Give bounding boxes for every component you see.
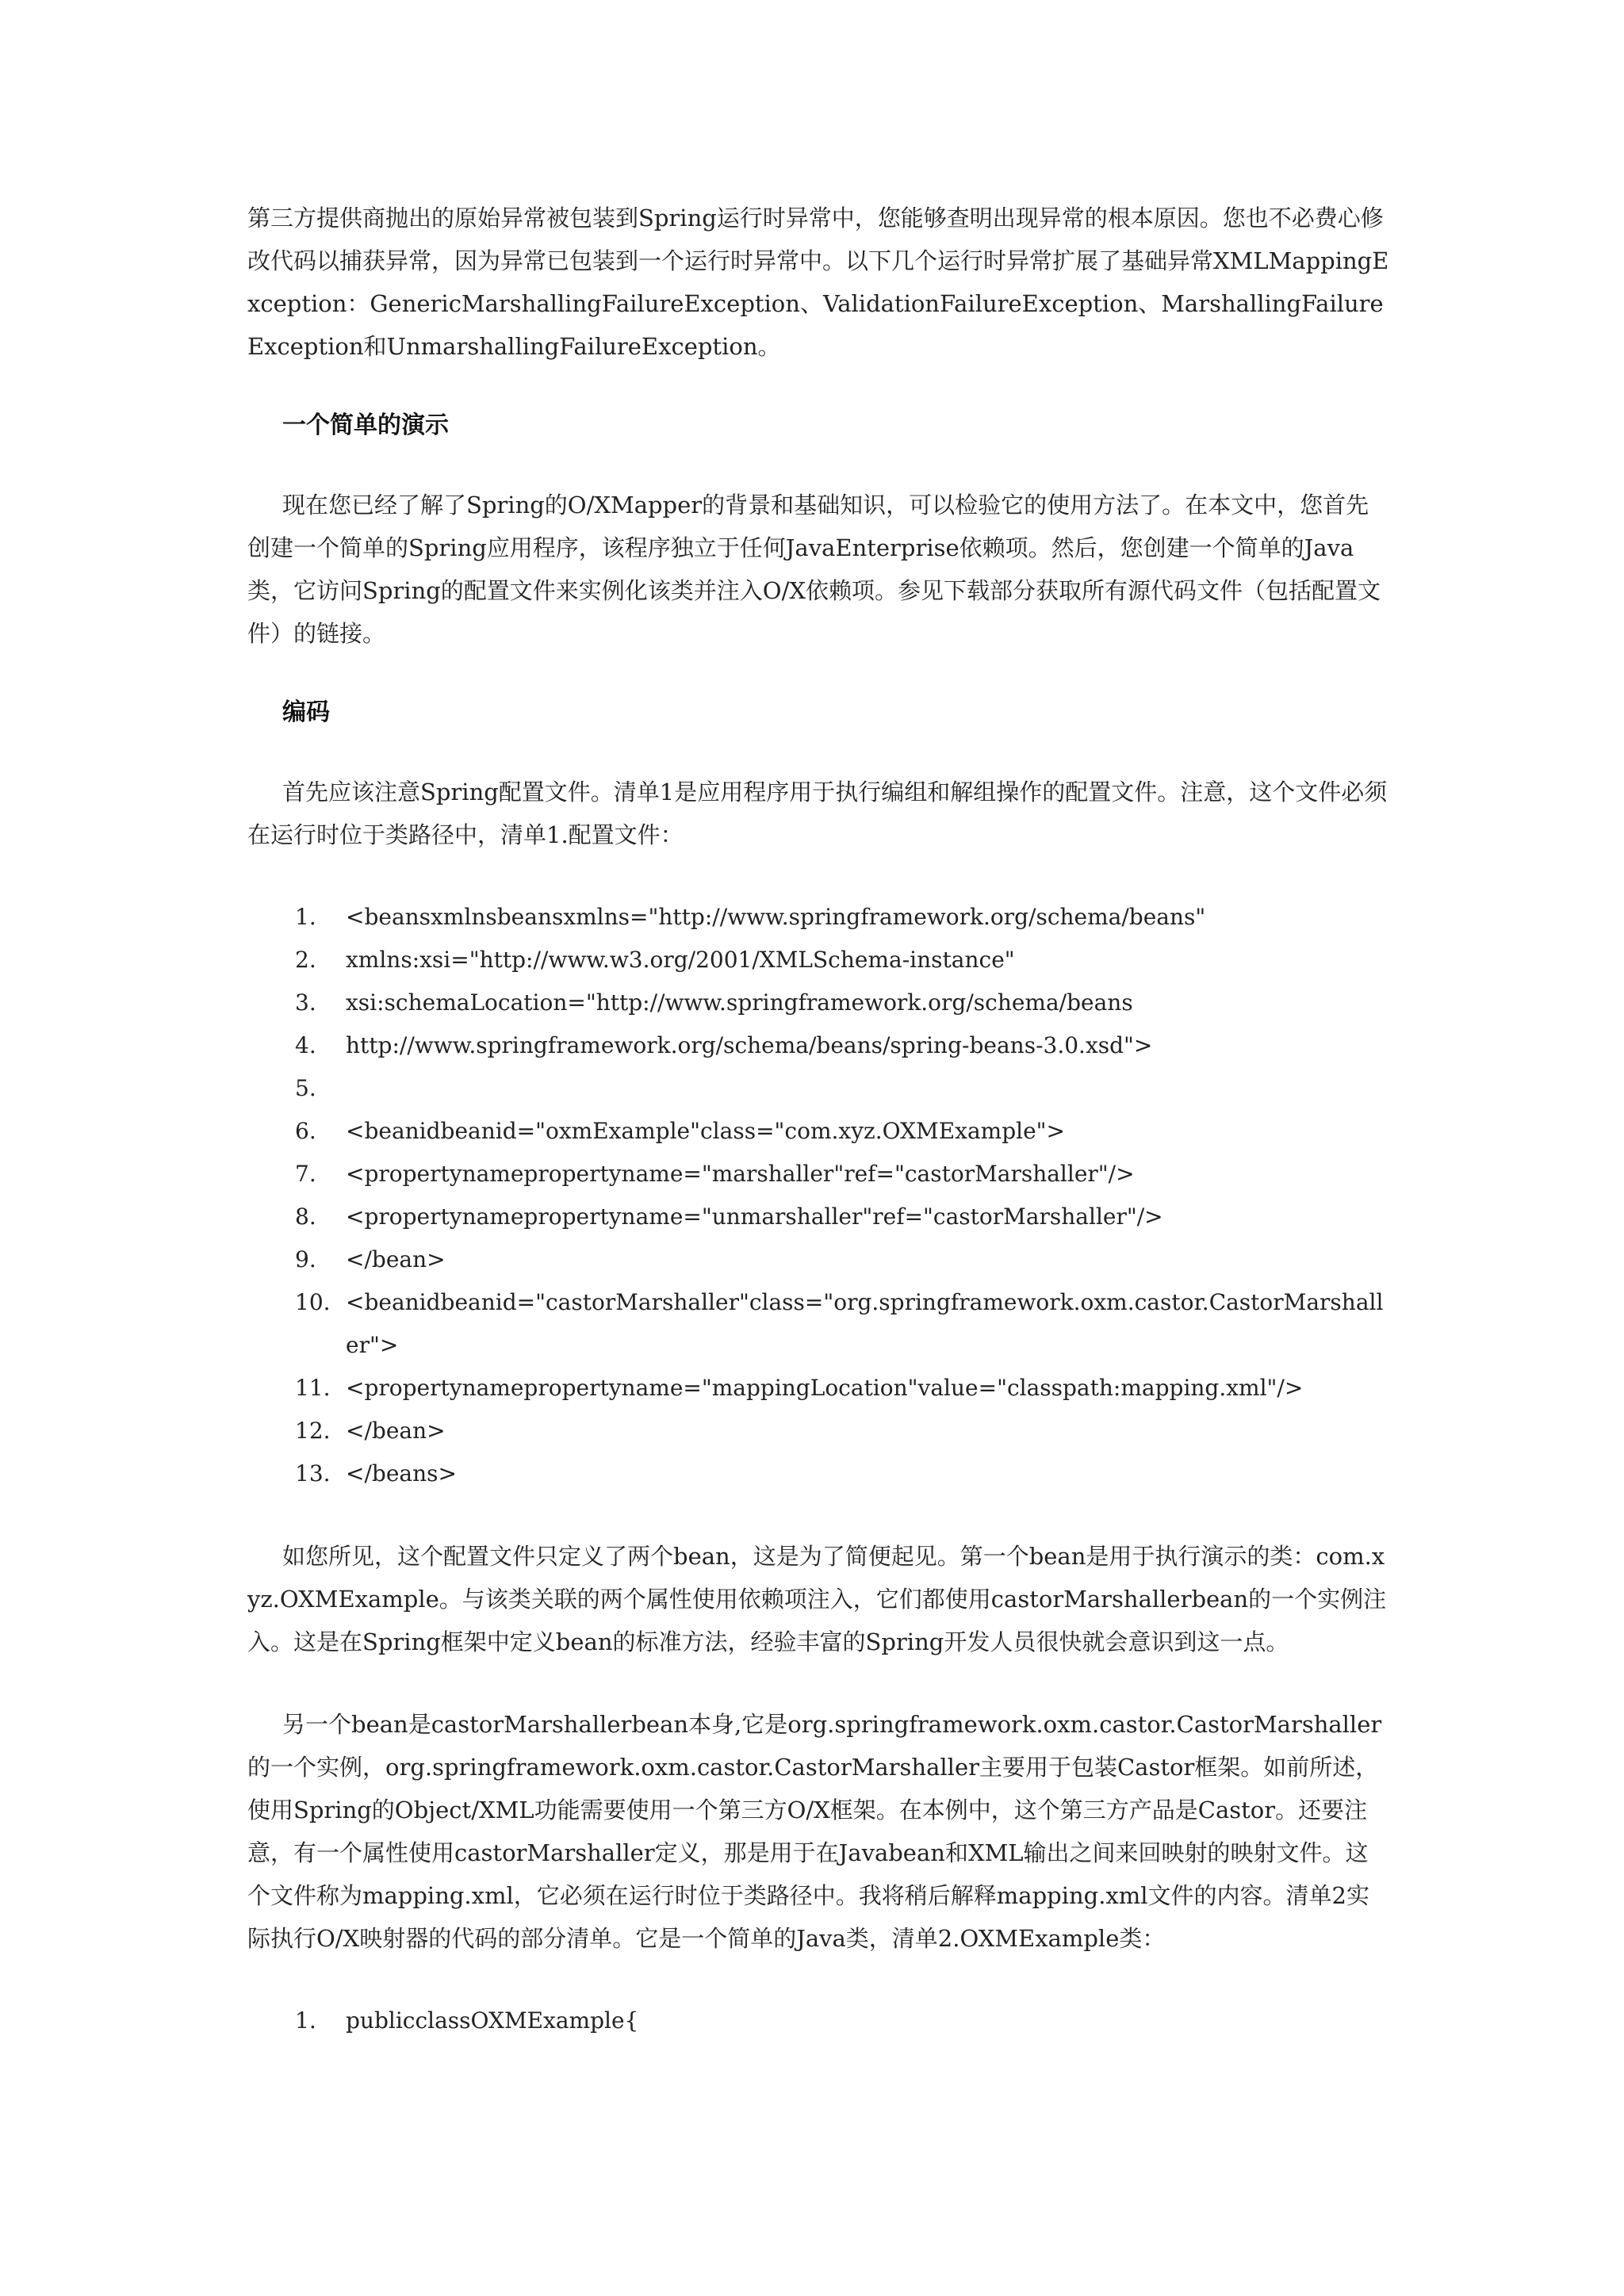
line-number: 7.: [295, 1161, 316, 1187]
code-line: [247, 896, 1389, 939]
code-text: xmlns:xsi="http://www.w3.org/2001/XMLSchema-instance": [346, 947, 1015, 973]
line-number: 5.: [295, 1075, 316, 1101]
code-text: http://www.springframework.org/schema/beans/spring-beans-3.0.xsd">: [346, 1032, 1153, 1058]
code-line: [247, 1999, 1389, 2042]
line-number: 2.: [295, 947, 316, 973]
paragraph-beans-explained: 如您所见，这个配置文件只定义了两个bean，这是为了简便起见。第一个bean是用于执行演示的类：com.xyz.OXMExample。与该类关联的两个属性使用依赖项注入，它们都使用castorMarshallerbean的一个实例注入。这是在Spring框架中定义bean的标准方法，经验丰富的Spring开发人员很快就会意识到这一点。: [247, 1543, 1387, 1655]
code-line: [247, 1238, 1389, 1281]
line-number: 11.: [295, 1375, 331, 1401]
line-number: 1.: [295, 904, 316, 930]
code-listing-1: [247, 896, 1389, 1495]
code-line: [247, 1196, 1389, 1238]
line-number: 3.: [295, 989, 316, 1016]
code-line: [247, 1024, 1389, 1067]
line-number: 1.: [295, 2007, 316, 2034]
code-text: publicclassOXMExample{: [346, 2007, 639, 2034]
code-text: <beanidbeanid="castorMarshaller"class="org.springframework.oxm.castor.CastorMarshaller">: [346, 1289, 1384, 1358]
line-number: 6.: [295, 1118, 316, 1144]
paragraph-exceptions: 第三方提供商抛出的原始异常被包装到Spring运行时异常中，您能够查明出现异常的根本原因。您也不必费心修改代码以捕获异常，因为异常已包装到一个运行时异常中。以下几个运行时异常扩展了基础异常XMLMappingException：GenericMarshallingFailureException、ValidationFailureException、MarshallingFailureException和UnmarshallingFailureException。: [247, 205, 1389, 360]
code-line: [247, 939, 1389, 982]
code-text: <propertynamepropertyname="unmarshaller"ref="castorMarshaller"/>: [346, 1203, 1163, 1230]
paragraph-intro: 现在您已经了解了Spring的O/XMapper的背景和基础知识，可以检验它的使用方法了。在本文中，您首先创建一个简单的Spring应用程序，该程序独立于任何JavaEnterprise依赖项。然后，您创建一个简单的Java类，它访问Spring的配置文件来实例化该类并注入O/X依赖项。参见下载部分获取所有源代码文件（包括配置文件）的链接。: [247, 492, 1381, 647]
code-line: [247, 1067, 1389, 1110]
code-text: xsi:schemaLocation="http://www.springframework.org/schema/beans: [346, 989, 1133, 1016]
code-text: </bean>: [346, 1246, 446, 1272]
line-number: 12.: [295, 1418, 331, 1444]
line-number: 8.: [295, 1203, 316, 1230]
code-line: [247, 1410, 1389, 1452]
code-line: [247, 1367, 1389, 1410]
code-line: [247, 1110, 1389, 1153]
line-number: 13.: [295, 1460, 331, 1487]
code-line: [247, 1452, 1389, 1495]
code-line: [247, 982, 1389, 1024]
line-number: 10.: [295, 1289, 331, 1315]
code-text: </beans>: [346, 1460, 457, 1487]
line-number: 4.: [295, 1032, 316, 1058]
document-page: [247, 197, 1389, 2042]
paragraph-castor-marshaller: 另一个bean是castorMarshallerbean本身,它是org.springframework.oxm.castor.CastorMarshaller的一个实例，org.springframework.oxm.castor.CastorMarshaller主要用于包装Castor框架。如前所述，使用Spring的Object/XML功能需要使用一个第三方O/X框架。在本例中，这个第三方产品是Castor。还要注意，有一个属性使用castorMarshaller定义，那是用于在Javabean和XML输出之间来回映射的映射文件。这个文件称为mapping.xml，它必须在运行时位于类路径中。我将稍后解释mapping.xml文件的内容。清单2实际执行O/X映射器的代码的部分清单。它是一个简单的Java类，清单2.OXMExample类：: [247, 1711, 1382, 1952]
line-number: 9.: [295, 1246, 316, 1272]
code-text: <beansxmlnsbeansxmlns="http://www.springframework.org/schema/beans": [346, 904, 1206, 930]
code-listing-2: [247, 1999, 1389, 2042]
code-text: </bean>: [346, 1418, 446, 1444]
code-text: <propertynamepropertyname="mappingLocation"value="classpath:mapping.xml"/>: [346, 1375, 1304, 1401]
code-text: <beanidbeanid="oxmExample"class="com.xyz.OXMExample">: [346, 1118, 1065, 1144]
heading-simple-demo: 一个简单的演示: [282, 411, 449, 439]
code-text: <propertynamepropertyname="marshaller"ref="castorMarshaller"/>: [346, 1161, 1135, 1187]
code-line: [247, 1281, 1389, 1367]
heading-coding: 编码: [282, 698, 330, 726]
paragraph-config-intro: 首先应该注意Spring配置文件。清单1是应用程序用于执行编组和解组操作的配置文件。注意，这个文件必须在运行时位于类路径中，清单1.配置文件：: [247, 779, 1388, 848]
code-line: [247, 1153, 1389, 1196]
